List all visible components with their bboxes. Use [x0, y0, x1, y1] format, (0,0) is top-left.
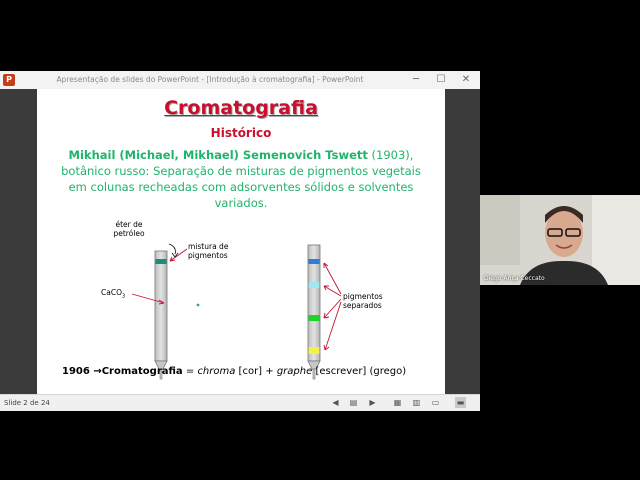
footer-escrever: [escrever] (grego)	[312, 366, 407, 377]
separated-label-line2: separados	[343, 301, 382, 310]
separated-arrow-yellow	[325, 302, 341, 350]
footer-cor: [cor] +	[235, 366, 277, 377]
footer-equals: =	[182, 366, 198, 377]
band-cyan	[309, 282, 320, 288]
ether-arrow	[169, 244, 175, 254]
column-left-band-mixture	[156, 259, 167, 264]
footer-graphe: graphe	[276, 366, 313, 377]
column-left	[155, 251, 167, 379]
separated-label-line1: pigmentos	[343, 292, 383, 301]
footer-year: 1906	[62, 366, 94, 377]
column-left-tube	[155, 251, 167, 361]
previous-icon[interactable]: ◀	[332, 398, 339, 407]
ether-label-line1: éter de	[115, 220, 143, 229]
slide[interactable]	[37, 89, 445, 394]
caco3-text: CaCO	[101, 288, 122, 297]
reading-view-icon[interactable]: ▥	[412, 398, 421, 407]
footer-line	[62, 366, 442, 377]
green-dot	[197, 304, 200, 307]
scientist-year: (1903),	[367, 148, 414, 162]
slide-counter: Slide 2 de 24	[4, 399, 50, 407]
slide-stage	[0, 89, 480, 394]
caco3-subscript: 3	[121, 293, 126, 300]
band-green	[309, 315, 320, 321]
notes-icon[interactable]: ▭	[431, 398, 440, 407]
normal-view-icon[interactable]: ▦	[393, 398, 402, 407]
presenter-name: Diego Ariça Ceccato	[484, 275, 545, 282]
slide-sorter-icon[interactable]: ▤	[349, 398, 358, 407]
separated-arrow-cyan	[324, 286, 341, 296]
band-yellow	[309, 347, 320, 354]
chromatography-diagram	[37, 89, 445, 394]
slide-title: Cromatografia	[164, 97, 318, 119]
column-right	[308, 245, 320, 379]
footer-term: Cromatografia	[101, 366, 183, 377]
footer-arrow: →	[93, 366, 102, 377]
mixture-label-line1: mistura de	[188, 242, 229, 251]
presenter-view-icon[interactable]: ▬	[456, 398, 465, 407]
separated-arrow-blue	[324, 263, 341, 294]
window-title: Apresentação de slides do PowerPoint - [Introdução à cromatografia] - PowerPoint	[56, 75, 364, 84]
restore-button[interactable]: ☐	[436, 74, 446, 85]
arrows	[169, 244, 178, 257]
paragraph-body: botânico russo: Separação de misturas de pigmentos vegetais em colunas recheadas com adsorventes sólidos e solventes variados.	[61, 164, 421, 210]
title-bar	[0, 71, 480, 89]
webcam-feed	[480, 195, 640, 285]
next-icon[interactable]: ▶	[369, 398, 376, 407]
ether-label-line2: petróleo	[113, 229, 145, 238]
close-button[interactable]: ✕	[461, 74, 471, 85]
mixture-arrow	[170, 249, 187, 261]
mixture-label-line2: pigmentos	[188, 251, 228, 260]
powerpoint-window	[0, 71, 480, 410]
minimize-button[interactable]: ─	[412, 74, 420, 85]
status-bar	[0, 394, 480, 411]
powerpoint-app-icon[interactable]: P	[3, 74, 15, 86]
slide-subtitle: Histórico	[210, 126, 272, 140]
presenter-video	[480, 195, 640, 285]
band-blue	[309, 259, 320, 264]
scientist-name: Mikhail (Michael, Mikhael) Semenovich Tswett	[68, 148, 368, 162]
footer-chroma: chroma	[197, 366, 236, 377]
